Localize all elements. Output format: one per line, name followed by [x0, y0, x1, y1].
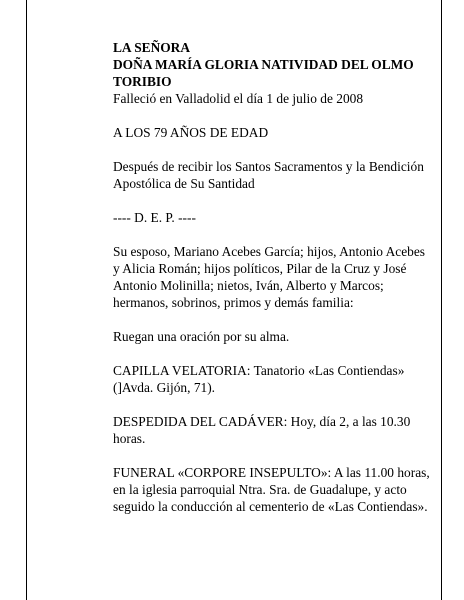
- family-paragraph: Su esposo, Mariano Acebes García; hijos, Antonio Acebes y Alicia Román; hijos políticos, Pilar de la Cruz y José Antonio Molinilla; nietos, Iván, Alberto y Marcos; hermanos, sobrinos, primos y demás familia:: [113, 244, 426, 310]
- title-line-1: LA SEÑORA: [113, 40, 191, 55]
- sacraments-line: Después de recibir los Santos Sacramentos y la Bendición Apostólica de Su Santidad: [113, 159, 424, 191]
- chapel-info: CAPILLA VELATORIA: Tanatorio «Las Contiendas» (]Avda. Gijón, 71).: [113, 363, 405, 395]
- prayer-request: Ruegan una oración por su alma.: [113, 329, 290, 344]
- death-notice: Falleció en Valladolid el día 1 de julio de 2008: [113, 91, 364, 106]
- obituary-notice: [113, 39, 433, 515]
- farewell-info: DESPEDIDA DEL CADÁVER: Hoy, día 2, a las 10.30 horas.: [113, 414, 411, 446]
- age-line: A LOS 79 AÑOS DE EDAD: [113, 125, 269, 140]
- deceased-name: DOÑA MARÍA GLORIA NATIVIDAD DEL OLMO TORIBIO: [113, 57, 414, 89]
- funeral-info: FUNERAL «CORPORE INSEPULTO»: A las 11.00 horas, en la iglesia parroquial Ntra. Sra. de Guadalupe, y acto seguido la conducción al cementerio de «Las Contiendas».: [113, 465, 430, 514]
- rip-line: ---- D. E. P. ----: [113, 210, 196, 225]
